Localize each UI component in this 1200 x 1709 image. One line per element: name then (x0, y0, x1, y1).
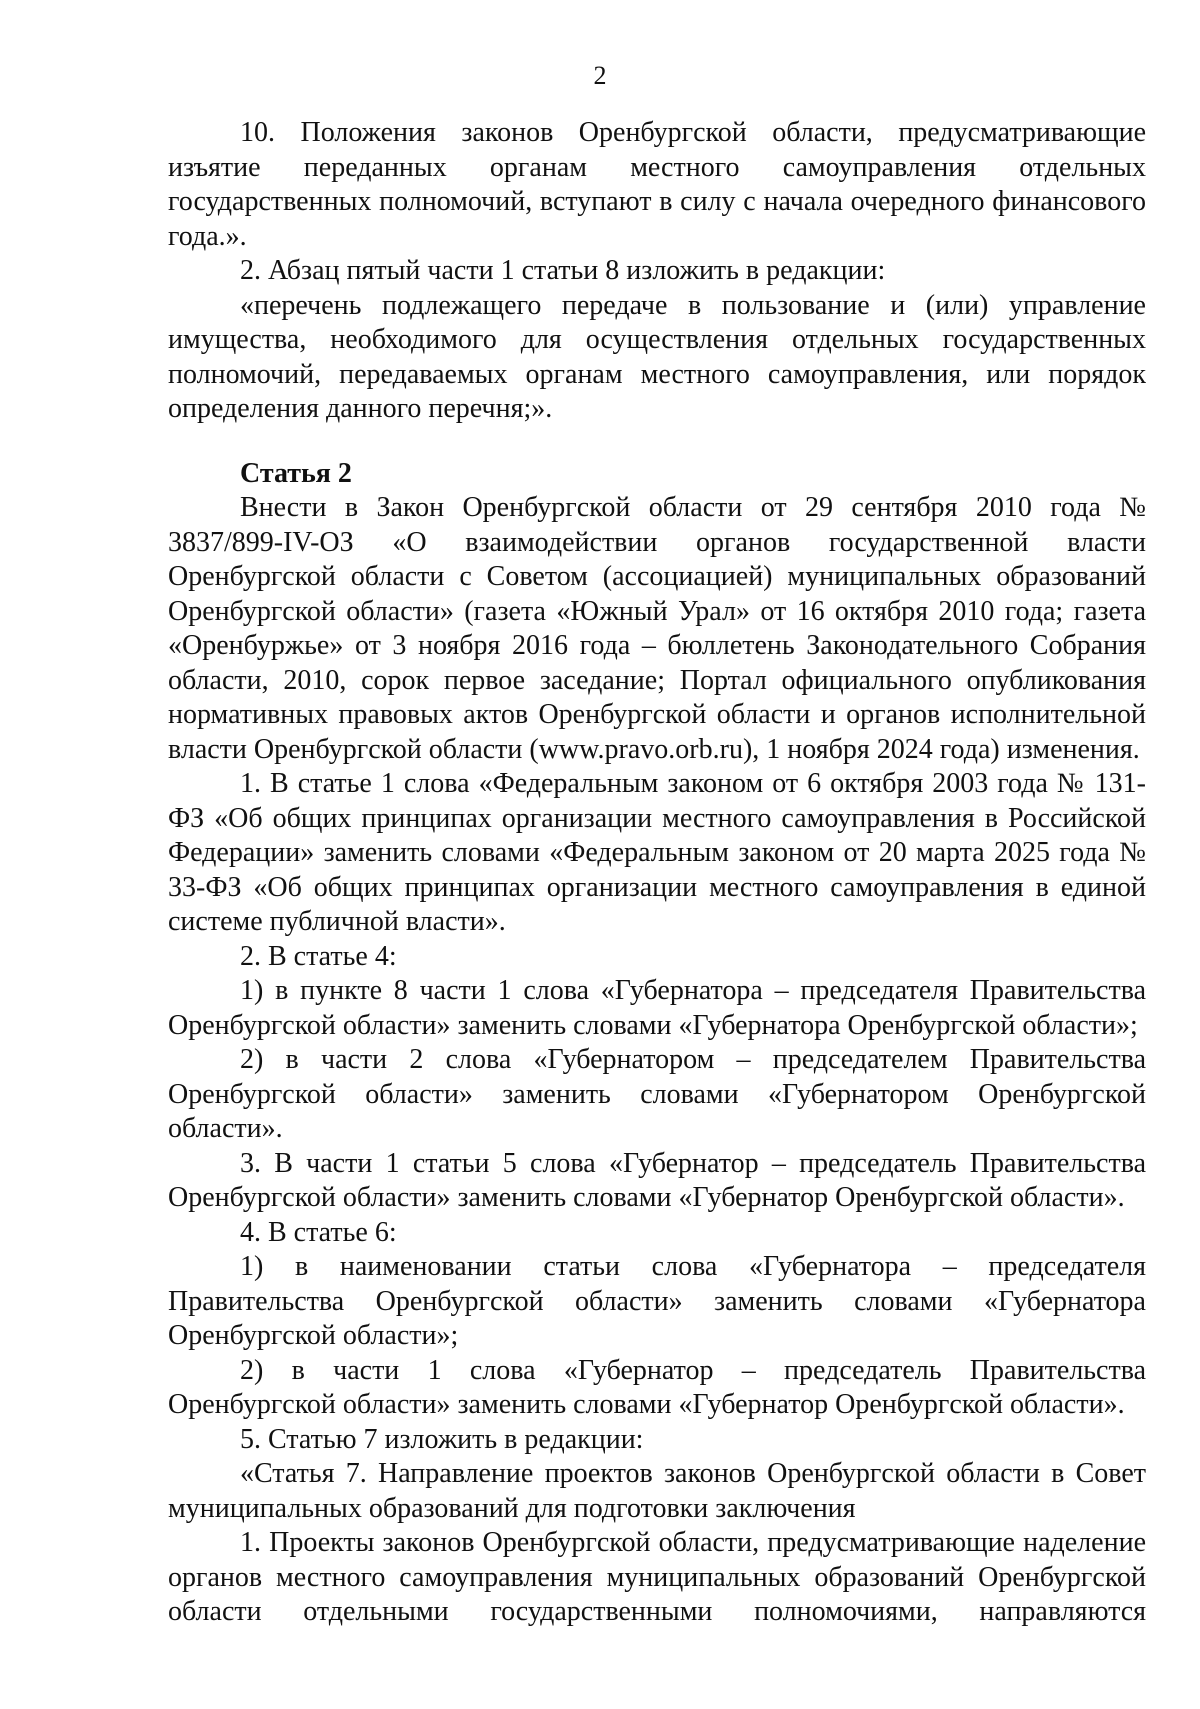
document-body (168, 116, 1146, 1630)
article-heading: Статья 2 (240, 457, 352, 489)
page-number: 2 (593, 61, 607, 90)
paragraph: 5. Статью 7 изложить в редакции: (240, 1423, 644, 1455)
paragraph: 4. В статье 6: (240, 1216, 397, 1248)
paragraph: «перечень подлежащего передаче в пользование и (или) управление имущества, необходимого для осуществления отдельных государственных полномочий, передаваемых органам местного самоуправления, или порядок определения данного перечня;». (168, 289, 1146, 424)
paragraph: 1. В статье 1 слова «Федеральным законом от 6 октября 2003 года № 131-ФЗ «Об общих принципах организации местного самоуправления в Российской Федерации» заменить словами «Федеральным законом от 20 марта 2025 года № 33-ФЗ «Об общих принципах организации местного самоуправления в единой системе публичной власти». (168, 768, 1146, 937)
paragraph: 2. В статье 4: (240, 940, 397, 972)
paragraph: 10. Положения законов Оренбургской области, предусматривающие изъятие переданных органам местного самоуправления отдельных государственных полномочий, вступают в силу с начала очередного финансового года.». (168, 117, 1146, 252)
paragraph: 2) в части 1 слова «Губернатор – председатель Правительства Оренбургской области» заменить словами «Губернатор Оренбургской области». (168, 1354, 1146, 1420)
paragraph: «Статья 7. Направление проектов законов Оренбургской области в Совет муниципальных образований для подготовки заключения (168, 1458, 1146, 1524)
paragraph: 3. В части 1 статьи 5 слова «Губернатор – председатель Правительства Оренбургской области» заменить словами «Губернатор Оренбургской области». (168, 1147, 1146, 1213)
paragraph: 1) в наименовании статьи слова «Губернатора – председателя Правительства Оренбургской области» заменить словами «Губернатора Оренбургской области»; (168, 1251, 1146, 1351)
paragraph: 1) в пункте 8 части 1 слова «Губернатора – председателя Правительства Оренбургской области» заменить словами «Губернатора Оренбургской области»; (168, 975, 1146, 1041)
paragraph: 1. Проекты законов Оренбургской области, предусматривающие наделение органов местного самоуправления муниципальных образований Оренбургской области отдельными государственными полномочиями, направляются (168, 1527, 1146, 1627)
paragraph: Внести в Закон Оренбургской области от 29 сентября 2010 года № 3837/899-IV-ОЗ «О взаимодействии органов государственной власти Оренбургской области с Советом (ассоциацией) муниципальных образований Оренбургской области» (газета «Южный Урал» от 16 октября 2010 года; газета «Оренбуржье» от 3 ноября 2016 года – бюллетень Законодательного Собрания области, 2010, сорок первое заседание; Портал официального опубликования нормативных правовых актов Оренбургской области и органов исполнительной власти Оренбургской области (www.pravo.orb.ru), 1 ноября 2024 года) изменения. (168, 492, 1146, 765)
paragraph: 2. Абзац пятый части 1 статьи 8 изложить в редакции: (240, 255, 886, 286)
paragraph: 2) в части 2 слова «Губернатором – председателем Правительства Оренбургской области» заменить словами «Губернатором Оренбургской области». (168, 1044, 1146, 1144)
